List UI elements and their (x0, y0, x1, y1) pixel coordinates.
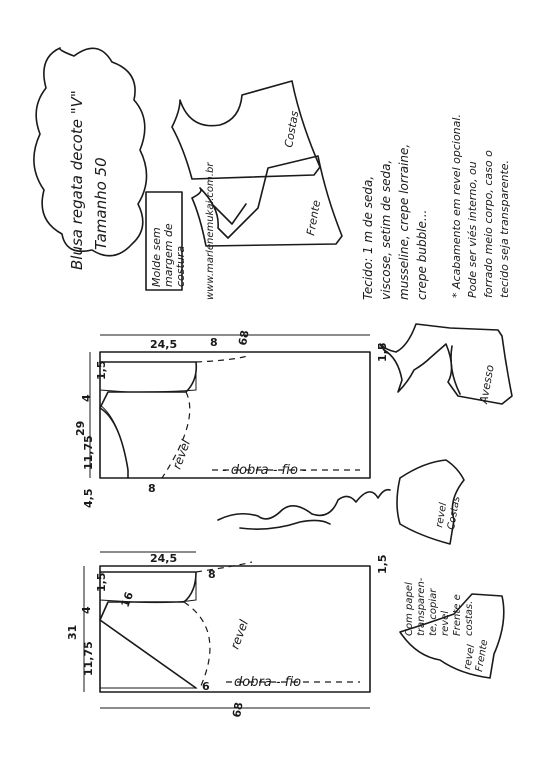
pattern-title: Blusa regata decote "V" (68, 90, 86, 270)
inside-sketch (380, 324, 512, 404)
front-fold-label: dobra - fio (234, 675, 302, 690)
back-facing-label-1: revel (434, 501, 450, 529)
back-shoulder-drop: 1,5 (95, 360, 108, 380)
front-top-width: 24,5 (150, 552, 178, 565)
front-facing-label-1: revel (462, 643, 478, 671)
front-hem-mark: 6 (202, 680, 210, 693)
title-cloud (34, 48, 147, 256)
back-fold-label: - dobra - fio - (222, 463, 307, 478)
finish-note-line-2: Pode ser viés interno, ou (466, 161, 479, 298)
finish-note-line-1: * Acabamento em revel opcional. (450, 114, 463, 298)
front-revel-label: revel (227, 617, 252, 652)
back-facing-label-2: Costas (445, 495, 463, 531)
back-sketch-label: Costas (282, 109, 302, 149)
back-armhole: 11,75 (82, 435, 95, 470)
back-neck-mark: 8 (210, 336, 218, 349)
back-top-width: 24,5 (150, 338, 178, 351)
seam-note-line-3: costura (174, 245, 187, 287)
front-length: 31 (66, 624, 79, 640)
front-drop-a: 4 (80, 606, 93, 614)
back-drop-a: 4 (80, 394, 93, 402)
facing-note-line-4: revel (440, 610, 451, 636)
facing-note-line-6: costas. (464, 600, 475, 636)
back-pattern-piece (100, 352, 370, 478)
finish-note-line-4: tecido seja transparente. (498, 159, 511, 298)
front-neck-mark: 8 (208, 568, 216, 581)
signature (218, 490, 390, 529)
seam-note-line-2: margem de (162, 223, 175, 287)
facing-note-line-2: transparen- (416, 577, 427, 636)
back-right-drop: 1,5 (376, 342, 389, 362)
facing-note-line-1: Com papel (404, 582, 415, 636)
back-revel-label: revel (169, 437, 194, 472)
front-armhole: 11,75 (82, 641, 95, 676)
front-width: 68 (230, 701, 246, 719)
inside-sketch-label: Avesso (477, 363, 497, 405)
fabric-note-line-3: musseline, crepe lorraine, (397, 143, 411, 300)
facing-note-line-5: Frente e (452, 594, 463, 636)
front-shoulder-drop: 1,5 (95, 572, 108, 592)
front-neckline: 16 (118, 590, 137, 610)
fabric-note-line-1: Tecido: 1 m de seda, (361, 175, 375, 300)
dimension-lines (84, 335, 370, 708)
seam-note-line-1: Molde sem (150, 227, 163, 287)
pattern-size: Tamanho 50 (92, 157, 110, 250)
finish-note-line-3: forrado meio corpo, caso o (482, 150, 495, 298)
back-length: 29 (74, 420, 87, 436)
facing-note-line-3: te, copiar (428, 588, 439, 636)
front-facing-label-2: Frente (473, 638, 491, 673)
website-url: www.marlenemukai.com.br (205, 162, 216, 300)
front-right-drop: 1,5 (376, 554, 389, 574)
front-sketch-label: Frente (304, 199, 324, 237)
fabric-note-line-2: viscose, setim de seda, (379, 159, 393, 300)
back-hem-mark: 8 (148, 482, 156, 495)
back-bottom: 4,5 (82, 488, 95, 508)
fabric-note-line-4: crepe bubble... (415, 209, 429, 300)
back-width: 68 (236, 329, 252, 347)
